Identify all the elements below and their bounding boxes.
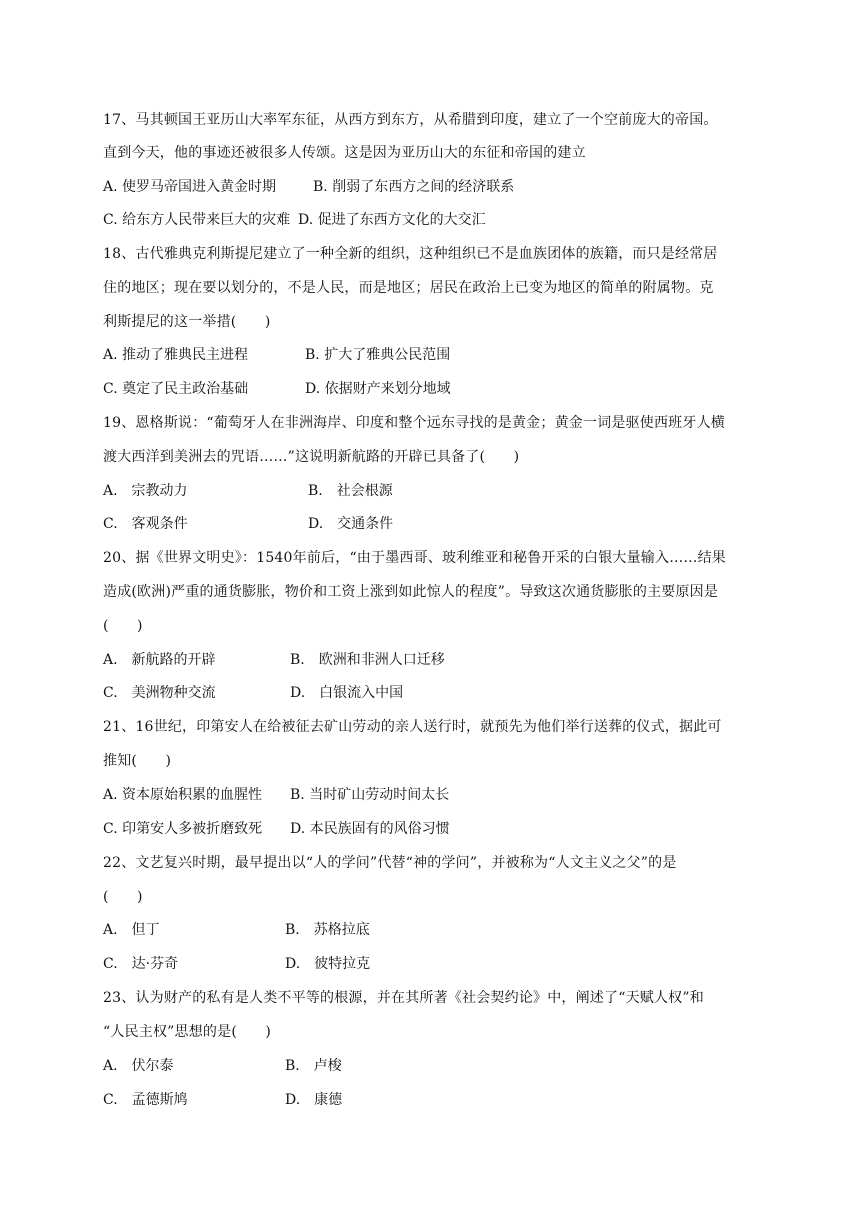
question-17-stem-line-2: 直到今天，他的事迹还被很多人传颂。这是因为亚历山大的东征和帝国的建立 xyxy=(103,145,586,161)
question-22-stem-line-1: 22、文艺复兴时期，最早提出以“人的学问”代替“神的学问”，并被称为“人文主义之父”的是 xyxy=(103,855,677,871)
question-18-stem-line-3: 利斯提尼的这一举措( ) xyxy=(103,314,271,330)
question-22-option-c: C. 达·芬奇 xyxy=(103,956,179,972)
question-23-option-c: C. 孟德斯鸠 xyxy=(103,1092,188,1108)
question-23-option-b: B. 卢梭 xyxy=(285,1058,342,1074)
question-18-stem-line-1: 18、古代雅典克利斯提尼建立了一种全新的组织，这种组织已不是血族团体的族籍，而只是经常居 xyxy=(103,246,718,262)
question-20-stem-line-3: ( ) xyxy=(103,618,143,634)
question-19-option-b: B. 社会根源 xyxy=(308,483,393,499)
question-20-stem-line-1: 20、据《世界文明史》：1540年前后，“由于墨西哥、玻利维亚和秘鲁开采的白银大量输入……结果 xyxy=(103,550,726,566)
question-17-stem-line-1: 17、马其顿国王亚历山大率军东征，从西方到东方，从希腊到印度，建立了一个空前庞大的帝国。 xyxy=(103,112,718,128)
question-20-option-b: B. 欧洲和非洲人口迁移 xyxy=(290,652,445,668)
question-21-stem-line-2: 推知( ) xyxy=(103,753,172,769)
question-21-option-b: B. 当时矿山劳动时间太长 xyxy=(290,787,450,803)
question-17-option-b: B. 削弱了东西方之间的经济联系 xyxy=(313,179,515,195)
question-21-stem-line-1: 21、16世纪，印第安人在给被征去矿山劳动的亲人送行时，就预先为他们举行送葬的仪式，据此可 xyxy=(103,719,722,735)
question-20-option-c: C. 美洲物种交流 xyxy=(103,685,216,701)
question-23-stem-line-1: 23、认为财产的私有是人类不平等的根源，并在其所著《社会契约论》中，阐述了“天赋人权”和 xyxy=(103,990,704,1006)
question-20-option-a: A. 新航路的开辟 xyxy=(103,652,216,668)
question-18-option-b: B. 扩大了雅典公民范围 xyxy=(305,347,451,363)
question-22-stem-line-2: ( ) xyxy=(103,889,143,905)
question-21-option-c: C. 印第安人多被折磨致死 xyxy=(103,821,263,837)
question-18-option-c: C. 奠定了民主政治基础 xyxy=(103,381,249,397)
question-23-option-d: D. 康德 xyxy=(285,1092,343,1108)
question-23-option-a: A. 伏尔泰 xyxy=(103,1058,174,1074)
question-20-stem-line-2: 造成(欧洲)严重的通货膨胀，物价和工资上涨到如此惊人的程度”。导致这次通货膨胀的主要原因是 xyxy=(103,584,719,600)
question-20-option-d: D. 白银流入中国 xyxy=(290,685,404,701)
question-23-stem-line-2: “人民主权”思想的是( ) xyxy=(103,1024,272,1040)
question-19-option-a: A. 宗教动力 xyxy=(103,483,188,499)
question-18-option-a: A. 推动了雅典民主进程 xyxy=(103,347,249,363)
question-19-stem-line-2: 渡大西洋到美洲去的咒语……”这说明新航路的开辟已具备了( ) xyxy=(103,449,520,465)
question-17-option-c: C. 给东方人民带来巨大的灾难 xyxy=(103,212,291,228)
question-18-stem-line-2: 住的地区；现在要以划分的，不是人民，而是地区；居民在政治上已变为地区的简单的附属物。克 xyxy=(103,280,714,296)
question-17-option-a: A. 使罗马帝国进入黄金时期 xyxy=(103,179,277,195)
question-18-option-d: D. 依据财产来划分地域 xyxy=(305,381,451,397)
question-19-stem-line-1: 19、恩格斯说：“葡萄牙人在非洲海岸、印度和整个远东寻找的是黄金；黄金一词是驱使西班牙人横 xyxy=(103,415,725,431)
question-19-option-c: C. 客观条件 xyxy=(103,516,188,532)
question-21-option-d: D. 本民族固有的风俗习惯 xyxy=(290,821,450,837)
question-21-option-a: A. 资本原始积累的血腥性 xyxy=(103,787,263,803)
question-17-option-d: D. 促进了东西方文化的大交汇 xyxy=(298,212,486,228)
question-22-option-b: B. 苏格拉底 xyxy=(285,922,370,938)
question-19-option-d: D. 交通条件 xyxy=(308,516,394,532)
question-22-option-d: D. 彼特拉克 xyxy=(285,956,371,972)
question-22-option-a: A. 但丁 xyxy=(103,922,160,938)
